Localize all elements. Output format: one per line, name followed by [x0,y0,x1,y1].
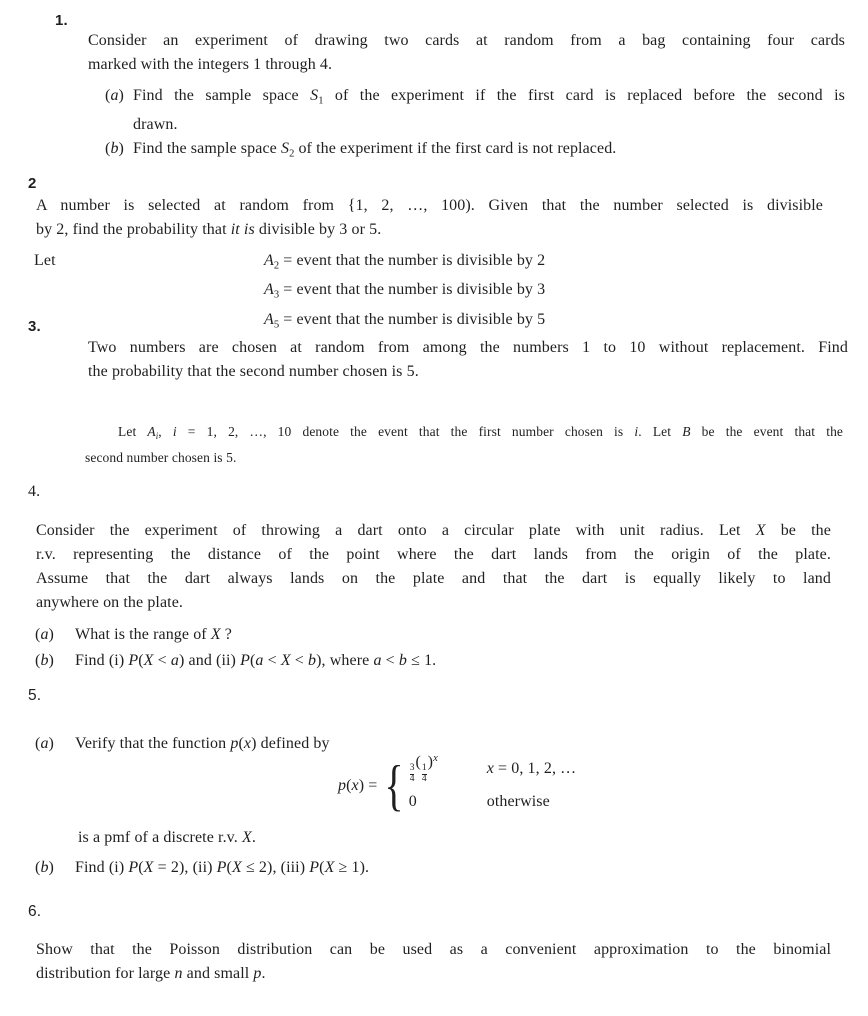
text-line: Verify that the function p(x) defined by [75,735,330,752]
problem-1-number: 1. [55,12,68,29]
problem-6-paragraph [36,938,831,986]
case-condition: otherwise [486,793,550,810]
problem-4-paragraph [36,519,831,615]
event-definition: $A_2$ = event that the number is divisible by 2 [264,252,546,272]
item-label: (b) [35,652,54,669]
text-line: Find (i) P(X = 2), (ii) P(X ≤ 2), (iii) P(X ≥ 1). [75,859,370,876]
let-label: Let [34,252,56,269]
problem-3-note [85,421,843,469]
text-line: Find the sample space $S_1$ of the experiment if the first card is replaced before the second is [133,87,845,107]
text-line: Assume that the dart always lands on the plate and that the dart is equally likely to land [36,570,831,587]
curly-brace: { [384,753,404,817]
text-line: Find (i) P(X < a) and (ii) P(a < X < b), where a < b ≤ 1. [75,652,437,669]
problem-5-number: 5. [28,687,42,704]
problem-3-paragraph [88,336,848,384]
pmf-formula [338,752,577,817]
item-label: (b) [105,140,124,158]
problem-5-item-b [35,856,843,880]
problem-4-item-b [35,649,843,673]
text-line: A number is selected at random from {1, 2, …, 100). Given that the number selected is divisible [36,197,823,214]
text-line: What is the range of X ? [75,626,233,643]
problem-1-item-a [105,84,845,137]
item-label: (a) [105,87,124,104]
event-definition: $A_3$ = event that the number is divisible by 3 [264,281,546,301]
case-condition: x = 0, 1, 2, … [486,760,577,777]
text-line: Two numbers are chosen at random from among the numbers 1 to 10 without replacement. Find [88,339,848,356]
event-definition: $A_5$ = event that the number is divisible by 5 [264,310,546,331]
text-line: second number chosen is 5. [85,449,237,465]
problem-4-number: 4. [28,483,41,500]
case-expression: $\frac{3}{4}$ ( $\frac{1}{4}$ )$^x$ [409,752,438,785]
text-line: anywhere on the plate. [36,594,184,611]
pmf-statement-line: is a pmf of a discrete r.v. X. [78,829,256,846]
item-label: (a) [35,626,54,643]
text-line: Find the sample space $S_2$ of the experiment if the first card is not replaced. [133,140,617,160]
text-line: drawn. [133,116,178,134]
problem-1-items [105,84,845,167]
problem-4-items [35,623,843,673]
problem-1-item-b [105,137,845,166]
text-line: r.v. representing the distance of the point where the dart lands from the origin of the plate. [36,546,831,563]
item-label: (a) [35,735,54,752]
problem-6-number: 6. [28,903,42,920]
formula-lhs: p(x) = [338,776,378,794]
text-line: the probability that the second number chosen is 5. [88,363,419,380]
formula-cases [408,752,577,815]
problem-1-paragraph [88,29,845,77]
text-line: Show that the Poisson distribution can be used as a convenient approximation to the binomial [36,941,831,958]
text-line: marked with the integers 1 through 4. [88,56,333,73]
text-line: distribution for large n and small p. [36,965,266,982]
case-expression: 0 [408,793,417,810]
text-line: Consider an experiment of drawing two cards at random from a bag containing four cards [88,32,845,49]
text-line: Let $A_i$, i = 1, 2, …, 10 denote the event that the first number chosen is i. Let B be the event that the [118,424,844,441]
problem-2-event-definitions [264,249,824,337]
text-line: Consider the experiment of throwing a dart onto a circular plate with unit radius. Let X be the [36,522,831,539]
problem-2-paragraph [36,194,823,242]
text-line: by 2, find the probability that it is divisible by 3 or 5. [36,221,382,238]
problem-2-number: 2 [28,175,37,192]
problem-4-item-a [35,623,843,647]
item-label: (b) [35,859,54,876]
problem-3-number: 3. [28,318,41,335]
